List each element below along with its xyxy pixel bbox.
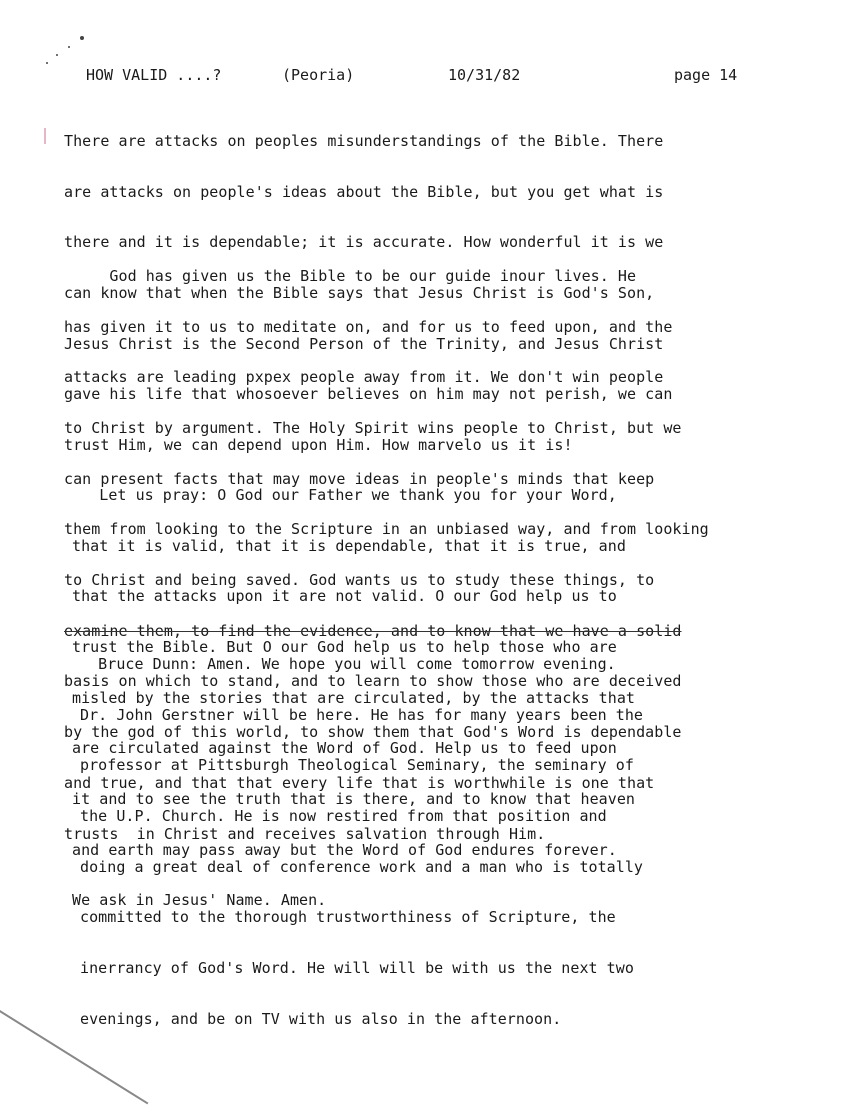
- text-line: it and to see the truth that is there, and to know that heaven: [72, 790, 636, 809]
- text-line: attacks are leading pxpex people away from it. We don't win people: [64, 368, 664, 387]
- struck-text-line: examine them, to find the evidence, and to know that we have a solid: [64, 621, 682, 640]
- text-line: There are attacks on peoples misunderstandings of the Bible. There: [64, 131, 664, 150]
- text-line: the U.P. Church. He is now restired from that position and: [80, 806, 607, 825]
- text-line: has given it to us to meditate on, and for us to feed upon, and the: [64, 317, 673, 336]
- scan-speck: [80, 36, 84, 40]
- text-line: Let us pray: O God our Father we thank you for your Word,: [72, 485, 617, 504]
- scan-speck: [46, 62, 48, 64]
- text-line: professor at Pittsburgh Theological Seminary, the seminary of: [80, 756, 634, 775]
- scan-speck: [56, 54, 58, 56]
- paragraph-announcement: [80, 622, 643, 1061]
- text-line: gave his life that whosoever believes on him may not perish, we can: [64, 385, 673, 404]
- text-line: and earth may pass away but the Word of God endures forever.: [72, 840, 617, 859]
- text-line: misled by the stories that are circulated, by the attacks that: [72, 688, 636, 707]
- scan-speck: [68, 46, 70, 48]
- header-title: HOW VALID ....?: [86, 66, 222, 84]
- text-line: to Christ by argument. The Holy Spirit wins people to Christ, but we: [64, 418, 682, 437]
- text-line: to Christ and being saved. God wants us to study these things, to: [64, 571, 655, 590]
- text-line: are circulated against the Word of God. Help us to feed upon: [72, 739, 617, 758]
- text-line: committed to the thorough trustworthiness of Scripture, the: [80, 908, 616, 927]
- text-line: by the god of this world, to show them that God's Word is dependable: [64, 723, 682, 742]
- text-line: Dr. John Gerstner will be here. He has for many years been the: [80, 705, 644, 724]
- text-line: We ask in Jesus' Name. Amen.: [72, 891, 327, 910]
- page-header: [86, 64, 766, 86]
- header-date: 10/31/82: [448, 66, 521, 84]
- margin-mark: [44, 128, 46, 144]
- text-line: trust the Bible. But O our God help us to help those who are: [72, 637, 617, 656]
- text-line: that the attacks upon it are not valid. O our God help us to: [72, 587, 617, 606]
- text-line: can know that when the Bible says that Jesus Christ is God's Son,: [64, 283, 655, 302]
- text-line: Jesus Christ is the Second Person of the Trinity, and Jesus Christ: [64, 334, 664, 353]
- text-line: trust Him, we can depend upon Him. How marvelo us it is!: [64, 436, 573, 455]
- text-line: God has given us the Bible to be our guide inour lives. He: [64, 266, 637, 285]
- text-line: and true, and that that every life that is worthwhile is one that: [64, 773, 655, 792]
- text-line: doing a great deal of conference work and a man who is totally: [80, 857, 644, 876]
- text-line: there and it is dependable; it is accurate. How wonderful it is we: [64, 233, 664, 252]
- text-line: that it is valid, that it is dependable, that it is true, and: [72, 536, 626, 555]
- header-page-number: page 14: [674, 66, 738, 84]
- text-line: can present facts that may move ideas in people's minds that keep: [64, 469, 655, 488]
- text-line: inerrancy of God's Word. He will will be with us the next two: [80, 959, 634, 978]
- header-location: (Peoria): [282, 66, 355, 84]
- text-line: are attacks on people's ideas about the Bible, but you get what is: [64, 182, 664, 201]
- text-line: trusts in Christ and receives salvation through Him.: [64, 824, 546, 843]
- text-line: Bruce Dunn: Amen. We hope you will come tomorrow evening.: [80, 654, 616, 673]
- text-line: evenings, and be on TV with us also in the afternoon.: [80, 1009, 562, 1028]
- text-line: basis on which to stand, and to learn to show those who are deceived: [64, 672, 682, 691]
- text-line: them from looking to the Scripture in an unbiased way, and from looking: [64, 520, 709, 539]
